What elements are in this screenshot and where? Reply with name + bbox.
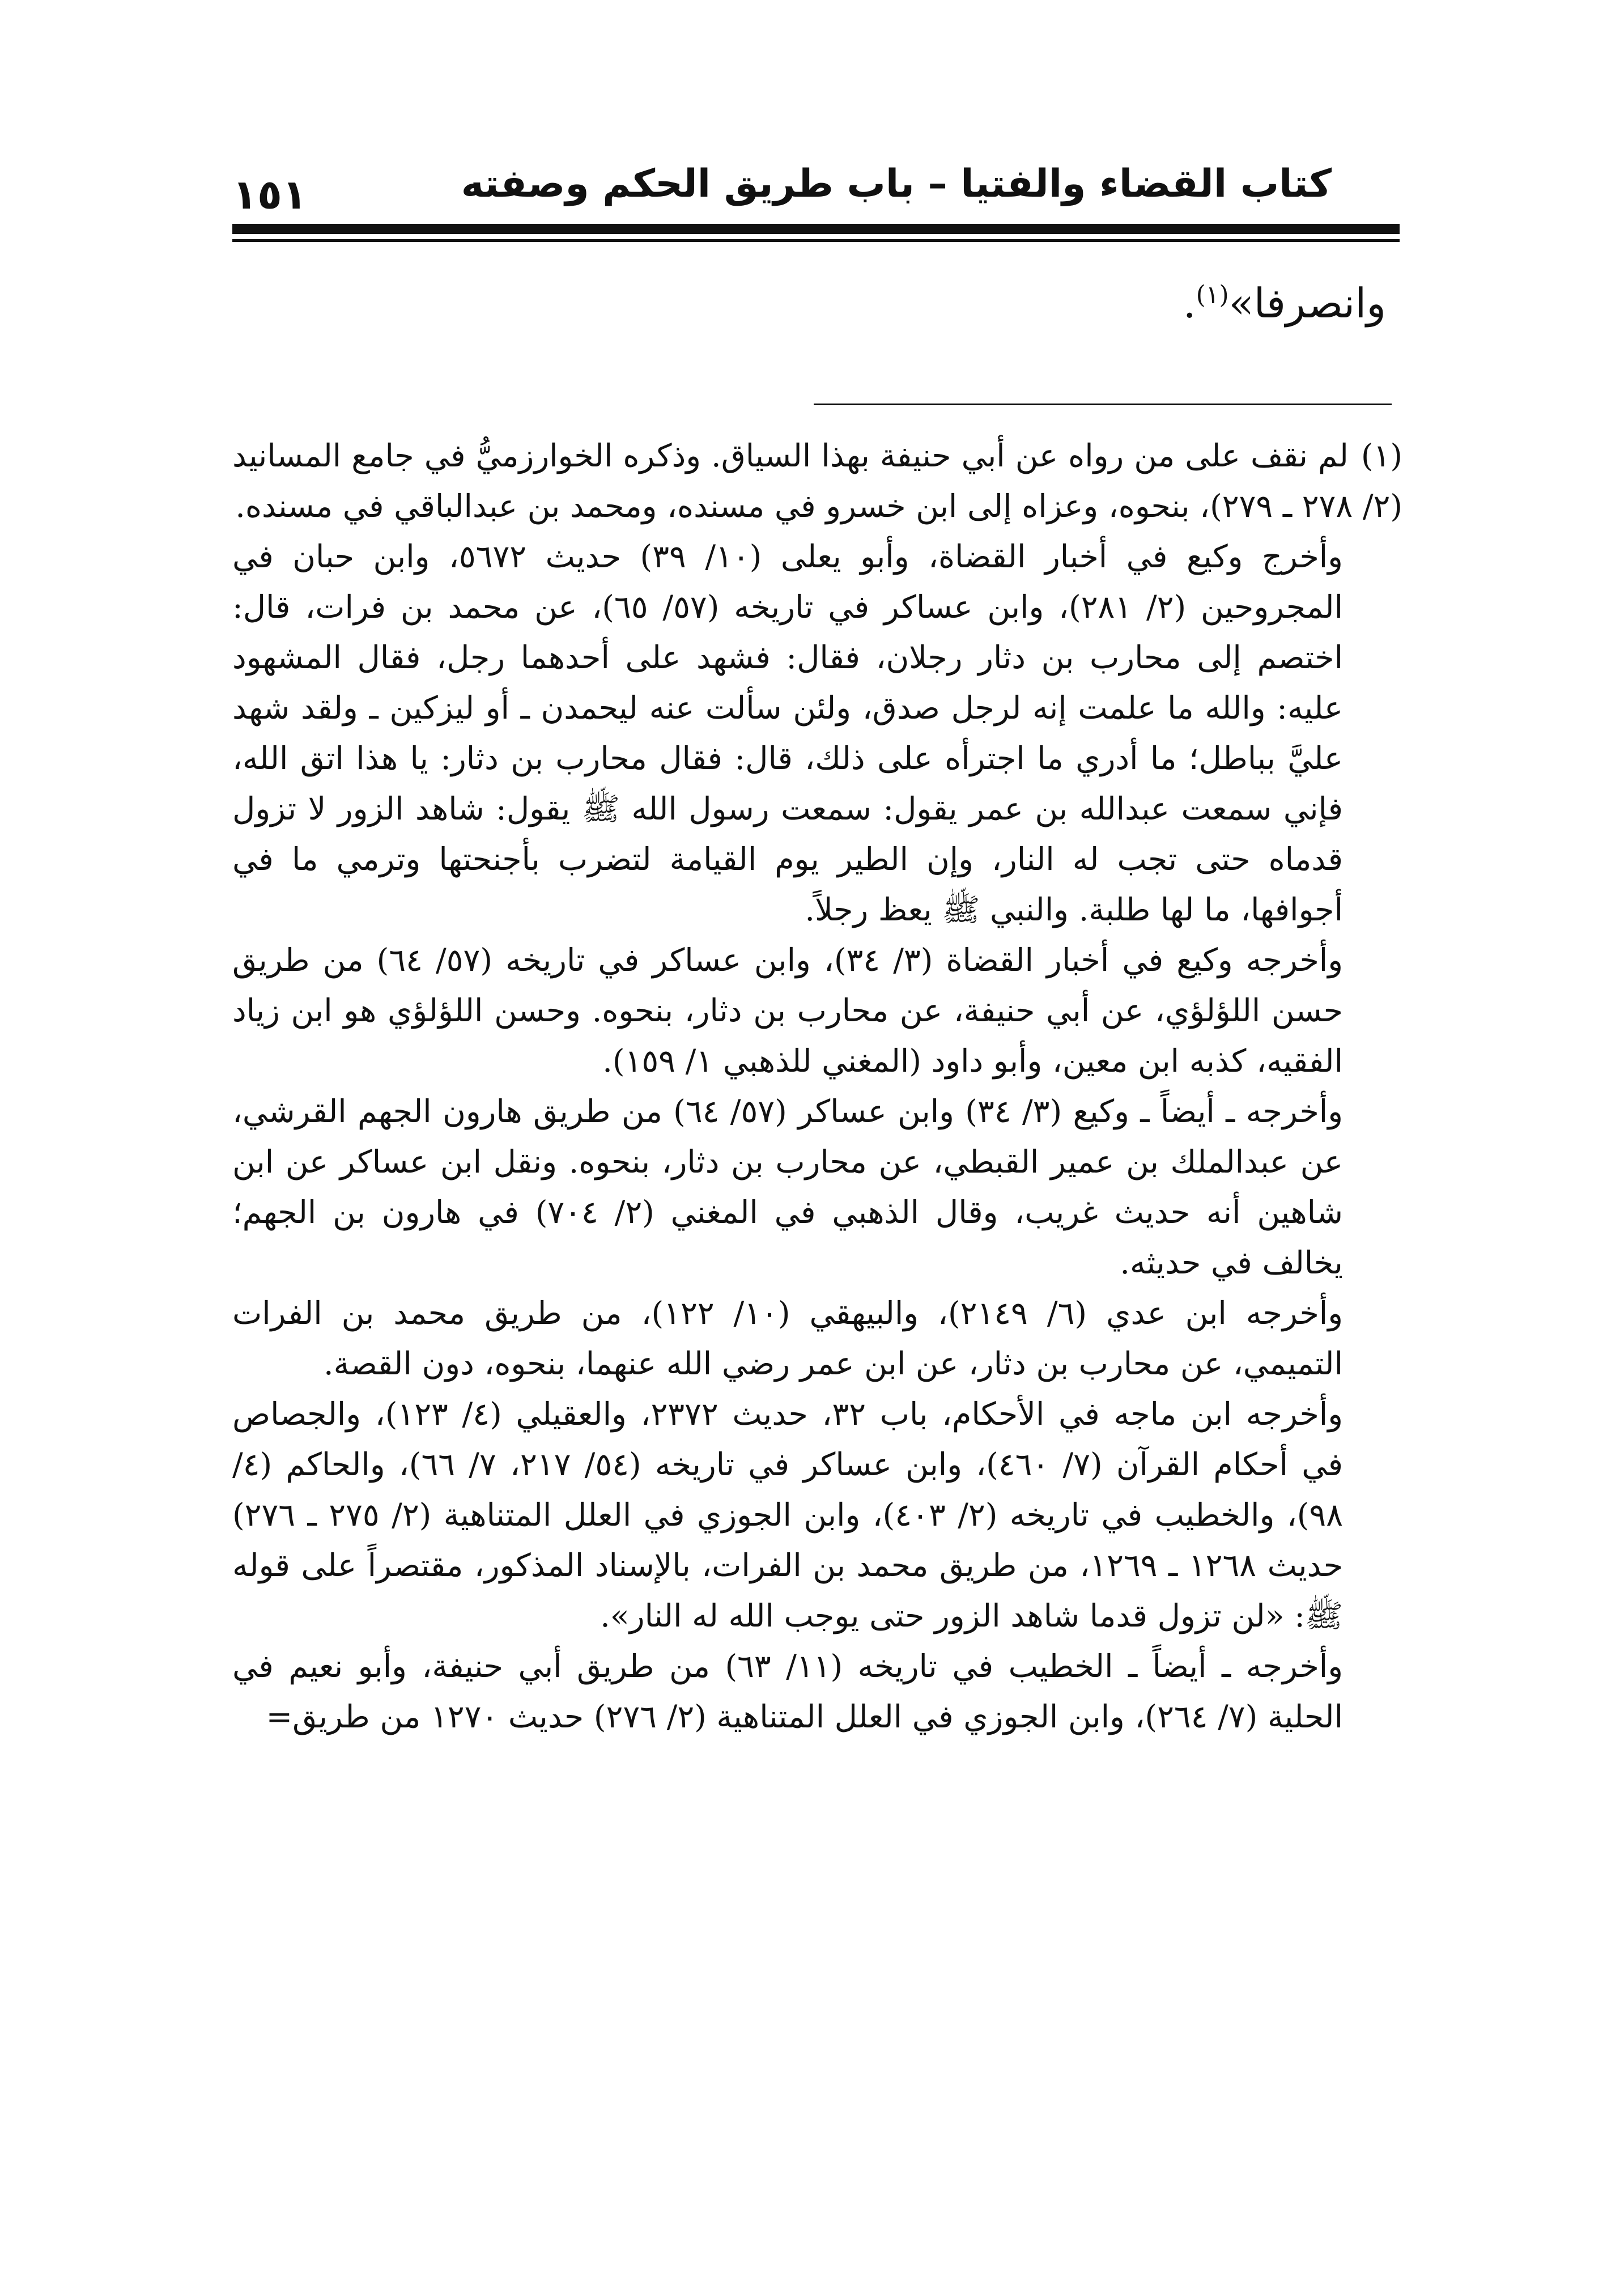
footnote-separator [814,404,1392,405]
footnote-text: لم نقف على من رواه عن أبي حنيفة بهذا السياق. وذكره الخوارزميُّ في جامع المسانيد (٢/ ٢٧٨ ـ ٢٧٩)، بنحوه، وعزاه إلى ابن خسرو في مسنده، ومحمد بن عبدالباقي في مسنده. [232,438,1402,525]
footnote-paragraph: وأخرجه ابن عدي (٦/ ٢١٤٩)، والبيهقي (١٠/ ١٢٢)، من طريق محمد بن الفرات التميمي، عن محارب بن دثار، عن ابن عمر رضي الله عنهما، بنحوه، دون القصة. [232,1295,1343,1382]
footnote-marker: (١) [1361,438,1402,474]
footnote-paragraph: وأخرجه ابن ماجه في الأحكام، باب ٣٢، حديث ٢٣٧٢، والعقيلي (٤/ ١٢٣)، والجصاص في أحكام القرآن (٧/ ٤٦٠)، وابن عساكر في تاريخه (٥٤/ ٢١٧، ٧/ ٦٦)، والحاكم (٤/ ٩٨)، والخطيب في تاريخه (٢/ ٤٠٣)، وابن الجوزي في العلل المتناهية (٢/ ٢٧٥ ـ ٢٧٦) حديث ١٢٦٨ ـ ١٢٦٩، من طريق محمد بن الفرات، بالإسناد المذكور، مقتصراً على قوله ﷺ: «لن تزول قدما شاهد الزور حتى يوجب الله له النار». [232,1396,1344,1634]
footnote-paragraph: وأخرجه ـ أيضاً ـ الخطيب في تاريخه (١١/ ٦٣) من طريق أبي حنيفة، وأبو نعيم في الحلية (٧/ ٢٦٤)، وابن الجوزي في العلل المتناهية (٢/ ٢٧٦) حديث ١٢٧٠ من طريق= [232,1648,1343,1735]
footnote-paragraph: وأخرجه وكيع في أخبار القضاة (٣/ ٣٤)، وابن عساكر في تاريخه (٥٧/ ٦٤) من طريق حسن اللؤلؤي، عن أبي حنيفة، عن محارب بن دثار، بنحوه. وحسن اللؤلؤي هو ابن زياد الفقيه، كذبه ابن معين، وأبو داود (المغني للذهبي ١/ ١٥٩). [232,942,1344,1080]
page-number: ١٥١ [232,171,307,218]
header-rule-thin [232,239,1400,242]
footnote-paragraph: وأخرجه ـ أيضاً ـ وكيع (٣/ ٣٤) وابن عساكر (٥٧/ ٦٤) من طريق هارون الجهم القرشي، عن عبدالملك بن عمير القبطي، عن محارب بن دثار، بنحوه. ونقل ابن عساكر عن ابن شاهين أنه حديث غريب، وقال الذهبي في المغني (٢/ ٧٠٤) في هارون بن الجهم؛ يخالف في حديثه. [232,1093,1344,1281]
main-text-line [1183,261,1386,346]
chapter-title: كتاب القضاء والفتيا – باب طريق الحكم وصفته [461,162,1332,206]
footnotes [232,431,1402,1742]
footnote-paragraph: وأخرج وكيع في أخبار القضاة، وأبو يعلى (١٠/ ٣٩) حديث ٥٦٧٢، وابن حبان في المجروحين (٢/ ٢٨١)، وابن عساكر في تاريخه (٥٧/ ٦٥)، عن محمد بن فرات، قال: اختصم إلى محارب بن دثار رجلان، فقال: فشهد على أحدهما رجل، فقال المشهود عليه: والله ما علمت إنه لرجل صدق، ولئن سألت عنه ليحمدن ـ أو ليزكين ـ ولقد شهد عليَّ بباطل؛ ما أدري ما اجترأه على ذلك، قال: فقال محارب بن دثار: يا هذا اتق الله، فإني سمعت عبدالله بن عمر يقول: سمعت رسول الله ﷺ يقول: شاهد الزور لا تزول قدماه حتى تجب له النار، وإن الطير يوم القيامة لتضرب بأجنحتها وترمي ما في أجوافها، ما لها طلبة. والنبي ﷺ يعظ رجلاً. [232,538,1344,928]
main-text: وانصرفا» [1228,279,1386,327]
header-rule-thick [232,224,1400,234]
footnote-paragraph [232,431,1402,532]
main-text-end: . [1183,279,1196,327]
footnote-reference: (١) [1196,281,1229,309]
running-header [232,153,1400,218]
